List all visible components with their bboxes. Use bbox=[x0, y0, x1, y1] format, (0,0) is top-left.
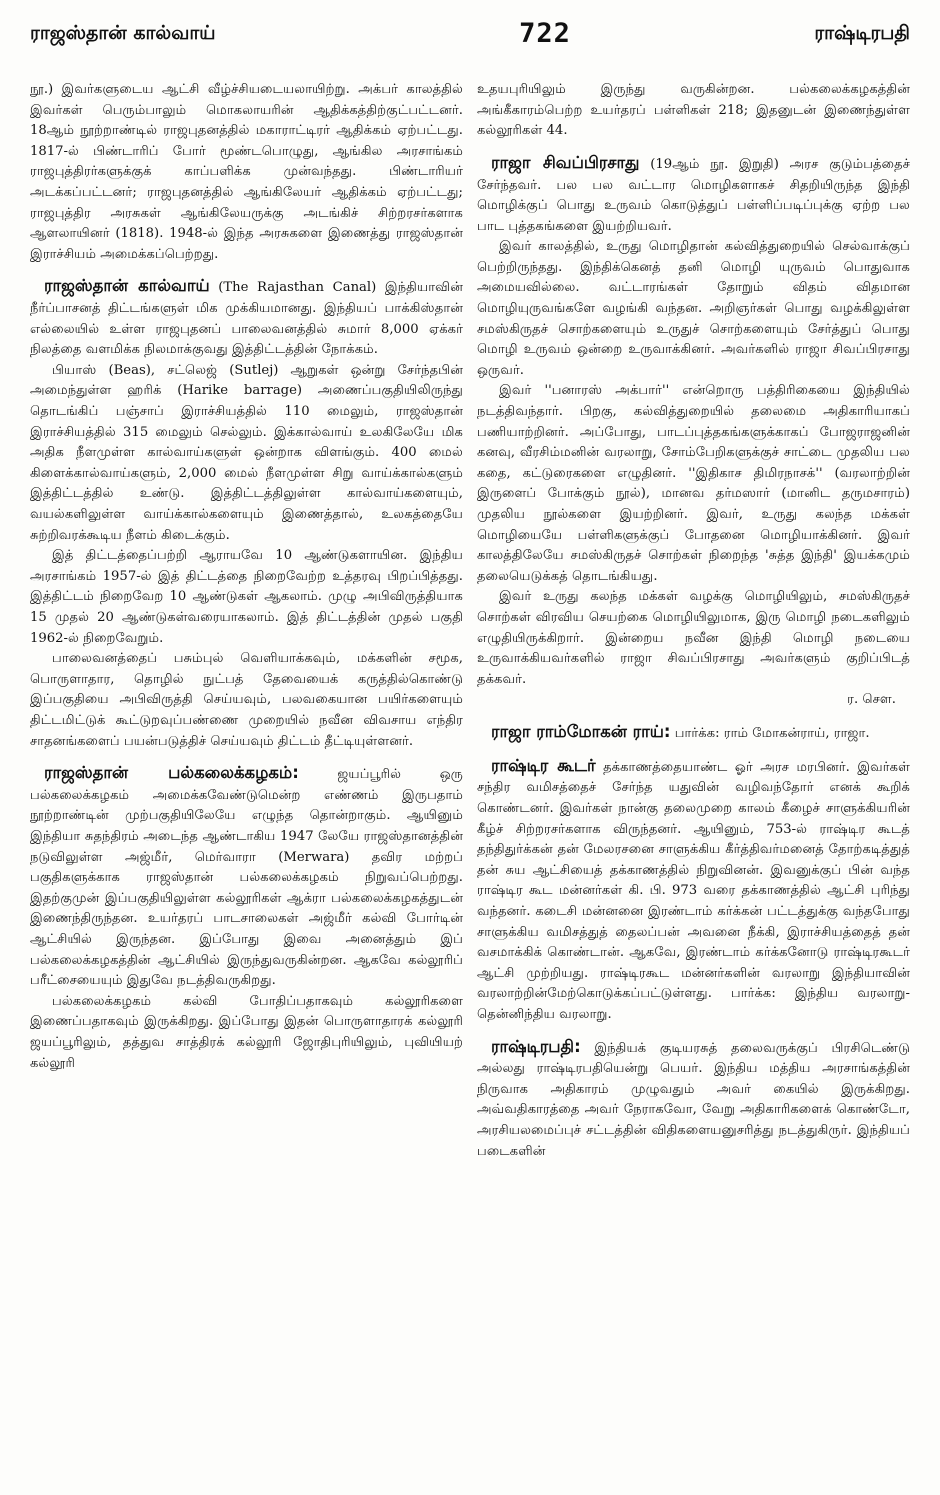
paragraph: இத் திட்டத்தைப்பற்றி ஆராயவே 10 ஆண்டுகளாயின. இந்திய அரசாங்கம் 1957-ல் இத் திட்டத்தை நிறைவேற்ற உத்தரவு பிறப்பித்தது. இத்திட்டம் நிறைவேற 10 ஆண்டுகள் ஆகலாம். முழு அபிவிருத்தியாக 15 முதல் 20 ஆண்டுகள்வரையாகலாம். இத் திட்டத்தின் முதல் பகுதி 1962-ல் நிறைவேறும். bbox=[30, 548, 463, 646]
paragraph: நூ.) இவர்களுடைய ஆட்சி வீழ்ச்சியடையலாயிற்று. அக்பர் காலத்தில் இவர்கள் பெரும்பாலும் மொகலாயரின் ஆதிக்கத்திற்குட்பட்டனர். 18ஆம் நூற்றாண்டில் ராஜபுதனத்தில் மகாராட்டிரர் ஆதிக்கம் ஏற்பட்டது. 1817-ல் பிண்டாரிப் போர் மூண்டபொழுது, ஆங்கில அரசாங்கம் ராஜபுத்திரர்களுக்குக் காப்பளிக்க முன்வந்தது. பிண்டாரியர் அடக்கப்பட்டனர்; ராஜபுதனத்தில் ஆங்கிலேயர் ஆதிக்கம் ஏற்பட்டது; ராஜபுத்திர அரசுகள் ஆங்கிலேயருக்கு அடங்கிச் சிற்றரசர்களாக ஆளலாயினர் (1818). 1948-ல் இந்த அரசுகளை இணைத்து ராஜஸ்தான் இராச்சியம் அமைக்கப்பெற்றது. bbox=[30, 82, 463, 262]
paragraph: இவர் காலத்தில், உருது மொழிதான் கல்வித்துறையில் செல்வாக்குப் பெற்றிருந்தது. இந்திக்கெனத் தனி மொழி யுருவம் பொதுவாக அமையவில்லை. வட்டாரங்கள் தோறும் விதம் விதமான மொழியுருவங்களே வழங்கி வந்தன. அறிஞர்கள் பொது வழக்கிலுள்ள சமஸ்கிருதச் சொற்களையும் உருதுச் சொற்களையும் சேர்த்துப் பொது மொழி உருவம் ஒன்றை உருவாக்கினர். அவர்களில் ராஜா சிவப்பிரசாது ஒருவர். bbox=[477, 239, 910, 378]
running-head-left: ராஜஸ்தான் கால்வாய் bbox=[30, 22, 216, 44]
page-number: 722 bbox=[519, 18, 571, 49]
running-head-right: ராஷ்டிரபதி bbox=[814, 22, 910, 44]
paragraph: பாலைவனத்தைப் பசும்புல் வெளியாக்கவும், மக்களின் சமூக, பொருளாதார, தொழில் நுட்பத் தேவையைக் கருத்தில்கொண்டு இப்பகுதியை அபிவிருத்தி செய்யவும், பலவகையான பயிர்களையும் திட்டமிட்டுக் கூட்டுறவுப்பண்ணை முறையில் நவீன விவசாய எந்திர சாதனங்களைப் பயன்படுத்திச் செய்யவும் திட்டம் தீட்டியுள்ளனர். bbox=[30, 651, 463, 749]
entry-raja-sivaprasad bbox=[477, 150, 910, 238]
entry-headword: ராஜஸ்தான் கால்வாய் bbox=[44, 276, 210, 296]
entry-body: ஜயப்பூரில் ஒரு பல்கலைக்கழகம் அமைக்கவேண்டுமென்ற எண்ணம் இருபதாம் நூற்றாண்டின் முற்பகுதியிலேயே எழுந்த தொன்றாகும். ஆயினும் இந்தியா சுதந்திரம் அடைந்த ஆண்டாகிய 1947 லேயே ராஜஸ்தானத்தின் நடுவிலுள்ள அஜ்மீர், மெர்வாரா (Merwara) தவிர மற்றப் பகுதிகளுக்காக ராஜஸ்தான் பல்கலைக்கழகம் நிறுவப்பெற்றது. இதற்குமுன் இப்பகுதியிலுள்ள கல்லூரிகள் ஆக்ரா பல்கலைக்கழகத்துடன் இணைந்திருந்தன. உயர்தரப் பாடசாலைகள் அஜ்மீர் கல்வி போர்டின் ஆட்சியில் இருந்தன. இப்போது இவை அனைத்தும் இப் பல்கலைக்கழகத்தின் ஆட்சியில் இருந்துவருகின்றன. ஆகவே கல்லூரிப் பரீட்சையையும் இதுவே நடத்திவருகிறது. bbox=[30, 767, 463, 989]
entry-headword: ராஷ்டிர கூடர் bbox=[491, 755, 596, 775]
paragraph: இவர் உருது கலந்த மக்கள் வழக்கு மொழியிலும், சமஸ்கிருதச் சொற்கள் விரவிய செயற்கை மொழியிலுமாக, இரு மொழி நடைகளிலும் எழுதியிருக்கிறார். இன்றைய நவீன இந்தி மொழி நடையை உருவாக்கியவர்களில் ராஜா சிவப்பிரசாது அவர்களும் குறிப்பிடத் தக்கவர். bbox=[477, 589, 910, 687]
author-signature: ர. சௌ. bbox=[847, 692, 896, 708]
entry-rajasthan-university bbox=[30, 760, 463, 992]
entry-body: (The Rajasthan Canal) இந்தியாவின் நீர்ப்பாசனத் திட்டங்களுள் மிக முக்கியமானது. இந்தியப் பாக்கிஸ்தான் எல்லையில் உள்ள ராஜபுதனப் பாலைவனத்தில் சுமார் 8,000 ஏக்கர் நிலத்தை வளமிக்க நிலமாக்குவது இத்திட்டத்தின் நோக்கம். bbox=[30, 280, 463, 358]
entry-headword: ராஷ்டிரபதி: bbox=[491, 1036, 581, 1056]
text-columns bbox=[30, 80, 910, 1162]
left-column bbox=[30, 80, 463, 1162]
paragraph: பியாஸ் (Beas), சட்லெஜ் (Sutlej) ஆறுகள் ஒன்று சேர்ந்தபின் அமைந்துள்ள ஹரிக் (Harike barrage) அணைப்பகுதியிலிருந்து தொடங்கிப் பஞ்சாப் இராச்சியத்தில் 110 மைலும், ராஜஸ்தான் இராச்சியத்தில் 315 மைலும் செல்லும். இக்கால்வாய் உலகிலேயே மிக அதிக நீளமுள்ள கால்வாய்களுள் ஒன்றாக விளங்கும். 400 மைல் கிளைக்கால்வாய்களும், 2,000 மைல் நீளமுள்ள சிறு வாய்க்கால்களும் இத்திட்டத்தில் உண்டு. இத்திட்டத்திலுள்ள கால்வாய்களையும், வயல்களிலுள்ள வாய்க்கால்களையும் இணைத்தால், உலகத்தையே சுற்றிவரக்கூடிய நீளம் கிடைக்கும். bbox=[30, 362, 463, 543]
entry-body: பார்க்க: ராம் மோகன்ராய், ராஜா. bbox=[670, 725, 870, 741]
entry-rashtrakuta bbox=[477, 753, 910, 1026]
page-header bbox=[30, 18, 910, 80]
entry-headword: ராஜா ராம்மோகன் ராய்: bbox=[491, 721, 671, 741]
paragraph: இவர் ''பனாரஸ் அக்பார்'' என்றொரு பத்திரிகையை இந்தியில் நடத்திவந்தார். பிறகு, கல்வித்துறையில் தலைமை அதிகாரியாகப் பணியாற்றினர். அப்போது, பாடப்புத்தகங்களுக்காகப் போஜராஜனின் கனவு, வீரசிம்மனின் வரலாறு, சோம்பேறிகளுக்குச் சாட்டை முதலிய பல கதை, கட்டுரைகளை எழுதினர். ''இதிகாச திமிரநாசக்'' (வரலாற்றின் இருளைப் போக்கும் நூல்), மானவ தர்மஸார் (மானிட தருமசாரம்) முதலிய நூல்களை இயற்றினர். இவர், உருது கலந்த மக்கள் மொழியையே பள்ளிகளுக்குப் போதனை மொழியாக்கினர். இவர் காலத்திலேயே சமஸ்கிருதச் சொற்கள் நிறைந்த 'சுத்த இந்தி' இயக்கமும் தலையெடுக்கத் தொடங்கியது. bbox=[477, 383, 910, 584]
entry-rajasthan-canal bbox=[30, 273, 463, 361]
paragraph: உதயபுரியிலும் இருந்து வருகின்றன. பல்கலைக்கழகத்தின் அங்கீகாரம்பெற்ற உயர்தரப் பள்ளிகள் 218; இதனுடன் இணைந்துள்ள கல்லூரிகள் 44. bbox=[477, 82, 910, 139]
right-column bbox=[477, 80, 910, 1162]
paragraph: பல்கலைக்கழகம் கல்வி போதிப்பதாகவும் கல்லூரிகளை இணைப்பதாகவும் இருக்கிறது. இப்போது இதன் பொருளாதாரக் கல்லூரி ஜயப்பூரிலும், தத்துவ சாத்திரக் கல்லூரி ஜோதிபுரியிலும், புவியியற் கல்லூரி bbox=[30, 993, 463, 1071]
entry-body: (19ஆம் நூ. இறுதி) அரச குடும்பத்தைச் சேர்ந்தவர். பல பல வட்டார மொழிகளாகச் சிதறியிருந்த இந்தி மொழிக்குப் பொது உருவம் கொடுத்துப் பள்ளிப்படிப்புக்கு ஏற்ற பல பாட புத்தகங்களை இயற்றியவர். bbox=[477, 156, 910, 234]
entry-ram-mohan-roy bbox=[477, 719, 910, 745]
entry-body: இந்தியக் குடியரசுத் தலைவருக்குப் பிரசிடெண்டு அல்லது ராஷ்டிரபதியென்று பெயர். இந்திய மத்திய அரசாங்கத்தின் நிருவாக அதிகாரம் முழுவதும் அவர் கையில் இருக்கிறது. அவ்வதிகாரத்தை அவர் நேராகவோ, வேறு அதிகாரிகளைக் கொண்டோ, அரசியலமைப்புச் சட்டத்தின் விதிகளையனுசரித்து நடத்துகிருர். இந்தியப் படைகளின் bbox=[477, 1040, 910, 1159]
entry-body: தக்காணத்தையாண்ட ஓர் அரச மரபினர். இவர்கள் சந்திர வமிசத்தைச் சேர்ந்த யதுவின் வழிவந்தோர் எனக் கூறிக் கொண்டனர். இவர்கள் நான்கு தலைமுறை காலம் கீழைச் சாளுக்கியரின் கீழ்ச் சிற்றரசர்களாக விருந்தனர். ஆயினும், 753-ல் ராஷ்டிர கூடத் தந்திதுர்க்கன் தன் மேலரசனை சாளுக்கிய கீர்த்திவர்மனைத் தோற்கடித்துத் தன் சுய ஆட்சியைத் தக்காணத்தில் நிறுவினன். இவனுக்குப் பின் வந்த ராஷ்டிர கூட மன்னர்கள் கி. பி. 973 வரை தக்காணத்தில் ஆட்சி புரிந்து வந்தனர். கடைசி மன்னனை இரண்டாம் கர்க்கன் பட்டத்துக்கு வந்தபோது சாளுக்கிய வமிசத்துத் தைலப்பன் அவனை நீக்கி, இராச்சியத்தைத் தன் வசமாக்கிக் கொண்டான். ஆகவே, இரண்டாம் கர்க்கனோடு ராஷ்டிரகூடர் ஆட்சி முற்றியது. ராஷ்டிரகூட மன்னர்களின் வரலாறு இந்தியாவின் வரலாற்றின்மேற்கொடுக்கப்பட்டுள்ளது. பார்க்க: இந்திய வரலாறு-தென்னிந்திய வரலாறு. bbox=[477, 759, 910, 1022]
entry-headword: ராஜா சிவப்பிரசாது bbox=[491, 152, 640, 172]
entry-rashtrapati bbox=[477, 1034, 910, 1163]
entry-headword: ராஜஸ்தான் பல்கலைக்கழகம்: bbox=[44, 763, 299, 783]
